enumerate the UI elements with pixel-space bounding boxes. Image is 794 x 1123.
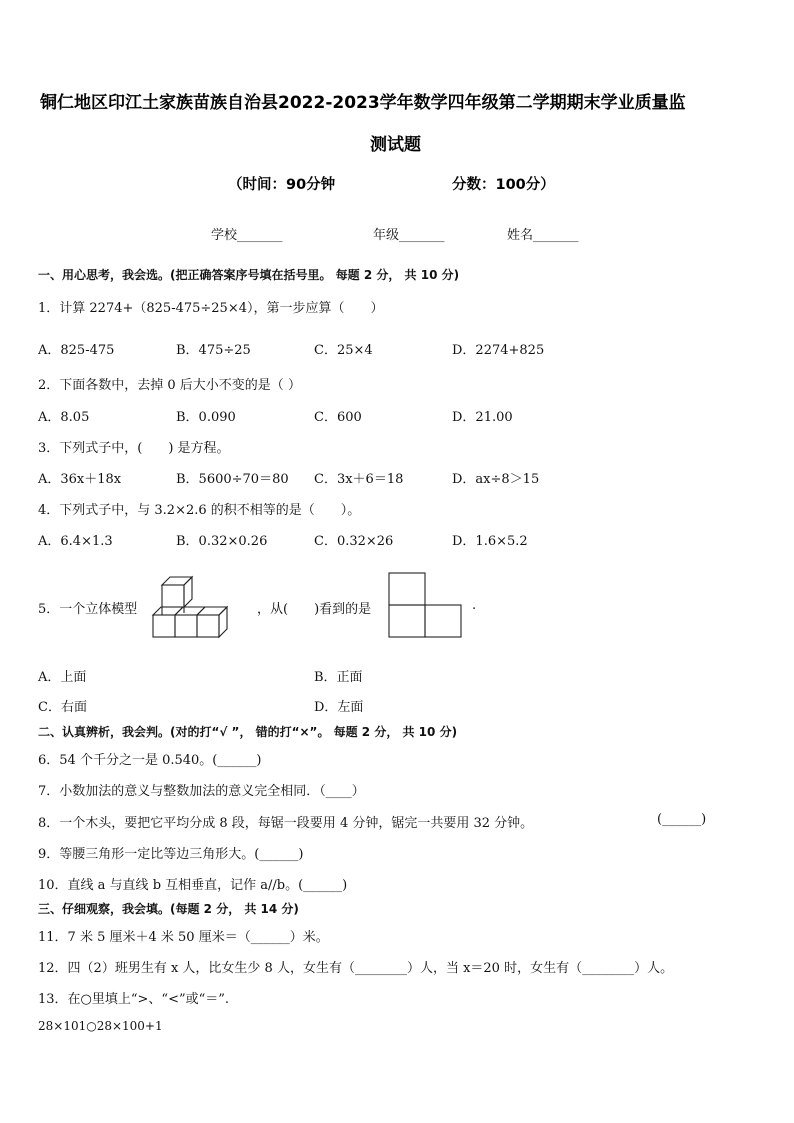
q3-option-c[interactable]: C．3x＋6＝18 xyxy=(314,472,404,487)
bottom-cube-2 xyxy=(175,615,197,637)
section1-heading: 一、用心思考，我会选。(把正确答案序号填在括号里。 每题 2 分， 共 10 分) xyxy=(38,268,460,282)
q4-option-d[interactable]: D．1.6×5.2 xyxy=(452,534,528,549)
exam-score: 分数：100分） xyxy=(452,177,555,193)
question-8-blank[interactable]: (______) xyxy=(657,812,707,827)
question-11: 11．7 米 5 厘米＋4 米 50 厘米＝（______）米。 xyxy=(38,930,329,945)
q4-option-a[interactable]: A．6.4×1.3 xyxy=(38,534,113,549)
question-5-text-b: ，从( )看到的是 xyxy=(257,602,372,617)
view-figure xyxy=(388,572,464,638)
q5-option-a[interactable]: A．上面 xyxy=(38,670,87,685)
view-top-square xyxy=(389,573,425,605)
bottom-cube-3 xyxy=(197,615,219,637)
q1-option-b[interactable]: B．475÷25 xyxy=(176,343,251,358)
q4-option-b[interactable]: B．0.32×0.26 xyxy=(176,534,268,549)
question-7: 7．小数加法的意义与整数加法的意义完全相同．（____） xyxy=(38,784,365,799)
question-10: 10．直线 a 与直线 b 互相垂直，记作 a//b。(______) xyxy=(38,878,348,893)
q3-option-b[interactable]: B．5600÷70＝80 xyxy=(176,472,289,487)
page-title-line1: 铜仁地区印江土家族苗族自治县2022-2023学年数学四年级第二学期期末学业质量监 xyxy=(40,93,686,113)
bottom-top-divider xyxy=(175,607,183,615)
q2-option-c[interactable]: C．600 xyxy=(314,410,362,425)
q3-option-a[interactable]: A．36x＋18x xyxy=(38,472,122,487)
question-5-text-c: . xyxy=(472,598,477,613)
school-field[interactable]: 学校_______ xyxy=(211,228,283,243)
bottom-top-divider-2 xyxy=(197,607,205,615)
question-6: 6．54 个千分之一是 0.540。(______) xyxy=(38,753,262,768)
question-4: 4．下列式子中，与 3.2×2.6 的积不相等的是（ ）。 xyxy=(38,503,361,518)
name-field[interactable]: 姓名_______ xyxy=(507,228,579,243)
q4-option-c[interactable]: C．0.32×26 xyxy=(314,534,394,549)
q3-option-d[interactable]: D．ax÷8＞15 xyxy=(452,472,540,487)
top-cube-side xyxy=(184,577,192,607)
section2-heading: 二、认真辨析，我会判。(对的打“√ ”， 错的打“×”。 每题 2 分， 共 10 分) xyxy=(38,725,458,739)
page-title-line2: 测试题 xyxy=(370,135,421,155)
view-bottom-right-square xyxy=(425,605,461,637)
question-9: 9．等腰三角形一定比等边三角形大。(______) xyxy=(38,847,304,862)
q2-option-b[interactable]: B．0.090 xyxy=(176,410,236,425)
solid-model-figure xyxy=(152,573,244,639)
grade-field[interactable]: 年级_______ xyxy=(373,228,445,243)
bottom-right-side xyxy=(219,607,227,637)
q5-option-b[interactable]: B．正面 xyxy=(314,670,363,685)
q2-option-a[interactable]: A．8.05 xyxy=(38,410,90,425)
q5-option-d[interactable]: D．左面 xyxy=(314,700,364,715)
question-3: 3．下列式子中，( ) 是方程。 xyxy=(38,441,230,456)
q1-option-c[interactable]: C．25×4 xyxy=(314,343,373,358)
top-cube-front xyxy=(162,585,184,607)
bottom-cube-1 xyxy=(153,615,175,637)
section3-heading: 三、仔细观察，我会填。(每题 2 分， 共 14 分) xyxy=(38,902,299,916)
view-bottom-left-square xyxy=(389,605,425,637)
q1-option-d[interactable]: D．2274+825 xyxy=(452,343,545,358)
exam-time: （时间：90分钟 xyxy=(228,177,336,193)
q5-option-c[interactable]: C．右面 xyxy=(38,700,87,715)
question-13-expression: 28×101○28×100+1 xyxy=(38,1019,163,1033)
question-8: 8．一个木头，要把它平均分成 8 段，每锯一段要用 4 分钟，锯完一共要用 32 分钟。 xyxy=(38,816,534,831)
question-1: 1．计算 2274+（825-475÷25×4），第一步应算（ ） xyxy=(38,301,384,316)
question-2: 2．下面各数中，去掉 0 后大小不变的是（ ） xyxy=(38,378,301,393)
question-13: 13．在○里填上“>、“<”或“＝”. xyxy=(38,992,230,1007)
question-12: 12．四（2）班男生有 x 人，比女生少 8 人，女生有（________）人，当 x＝20 时，女生有（________）人。 xyxy=(38,961,674,976)
q1-option-a[interactable]: A．825-475 xyxy=(38,343,115,358)
q2-option-d[interactable]: D．21.00 xyxy=(452,410,513,425)
question-5-text-a: 5．一个立体模型 xyxy=(38,602,138,617)
